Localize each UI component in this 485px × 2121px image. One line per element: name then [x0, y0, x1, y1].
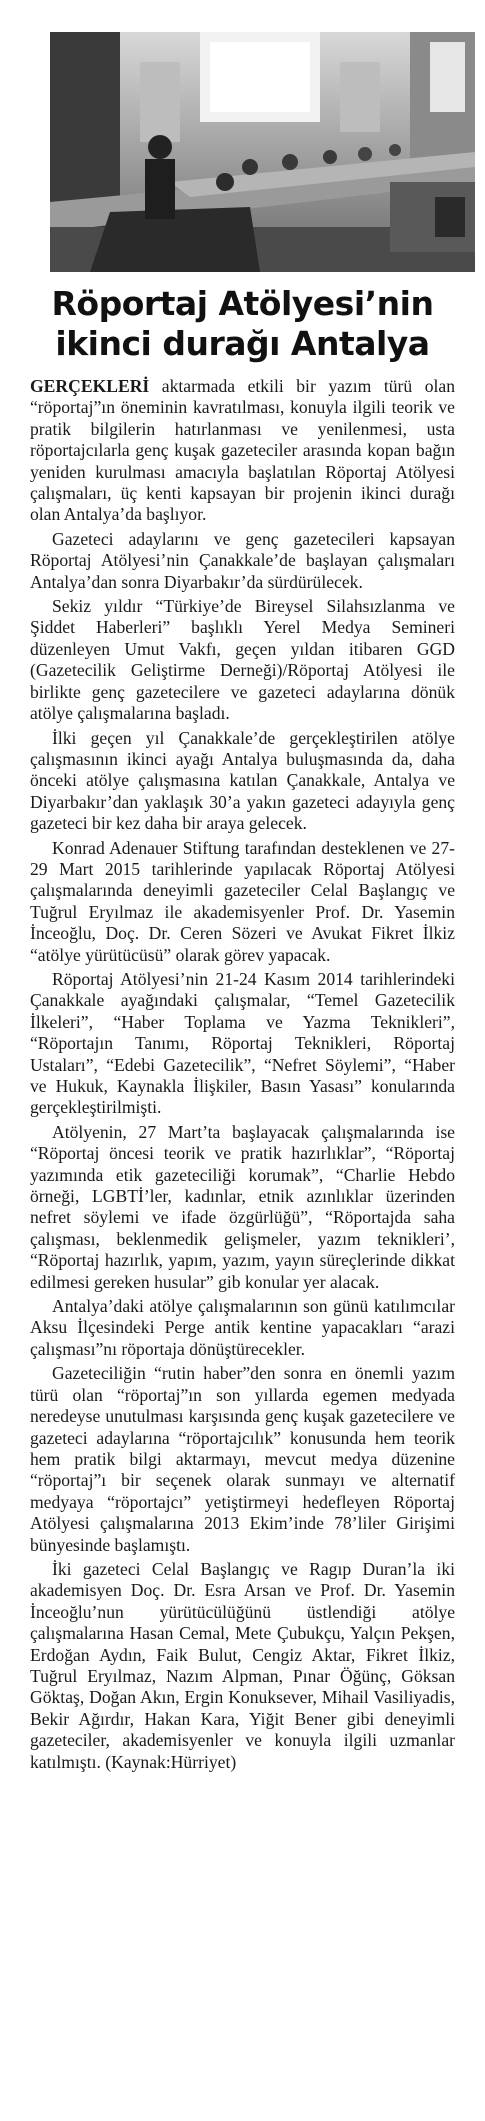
article-paragraph: Sekiz yıldır “Türkiye’de Bireysel Silahsızlanma ve Şiddet Haberleri” başlıklı Yerel Medya Semineri düzenleyen Umut Vakfı, geçen yıldan itibaren GGD (Gazetecilik Geliştirme Derneği)/Röportaj Atölyesi ile birlikte genç gazetecilere ve gazeteci adaylarına dönük atölye çalışmalarına başladı.: [30, 596, 455, 724]
article-paragraph: Konrad Adenauer Stiftung tarafından desteklenen ve 27-29 Mart 2015 tarihlerinde yapılacak Röportaj Atölyesi çalışmalarında deneyimli gazeteciler Celal Başlangıç ve Tuğrul Eryılmaz ile akademisyenler Prof. Dr. Yasemin İnceoğlu, Doç. Dr. Ceren Sözeri ve Avukat Fikret İlkiz “atölye yürütücüsü” olarak görev yapacak.: [30, 837, 455, 965]
article-paragraph: İlki geçen yıl Çanakkale’de gerçekleştirilen atölye çalışmasının ikinci ayağı Antalya buluşmasında da, daha önceki atölye çalışmasına katılan Çanakkale, Antalya ve Diyarbakır’dan yaklaşık 30’a yakın gazeteci adayıyla genç gazeteci bir kez daha bir araya gelecek.: [30, 727, 455, 834]
lead-word: GERÇEKLERİ: [30, 376, 150, 396]
article-paragraph: Gazeteciliğin “rutin haber”den sonra en önemli yazım türü olan “röportaj”ın son yıllarda egemen medyada neredeyse unutulması karşısında genç kuşak gazetecilere ve gazeteci adaylarına “röportajcılık” konusunda hem teorik hem pratik bilgi aktarmayı, mevcut medya düzenine “röportaj”ı bir seçenek olarak sunmayı ve alternatif medyaya “röportajcı” yetiştirmeyi hedefleyen Röportaj Atölyesi çalışmalarına 2013 Ekim’inde 78’liler Girişimi bünyesinde başlamıştı.: [30, 1363, 455, 1555]
paragraph-text: aktarmada etkili bir yazım türü olan “röportaj”ın öneminin kavratılması, konuyla ilgili teorik ve pratik bilgilerin hatırlanması ve yenilenmesi, usta röportajcılarla genç kuşak gazeteciler arasında kopan bağın yeniden kurulması amacıyla başlatılan Röportaj Atölyesi çalışmaları, üç kenti kapsayan bir projenin ikinci durağı olan Antalya’da başlıyor.: [30, 376, 455, 525]
article-paragraph: İki gazeteci Celal Başlangıç ve Ragıp Duran’la iki akademisyen Doç. Dr. Esra Arsan ve Prof. Dr. Yasemin İnceoğlu’nun yürütücülüğünü üstlendiği atölye çalışmalarına Hasan Cemal, Mete Çubukçu, Yalçın Pekşen, Erdoğan Aydın, Faik Bulut, Cengiz Aktar, Fikret İlkiz, Tuğrul Eryılmaz, Nazım Alpman, Pınar Öğünç, Göksan Göktaş, Doğan Akın, Ergin Konuksever, Mihail Vasiliyadis, Bekir Ağırdır, Hakan Kara, Yiğit Bener gibi deneyimli gazeteciler, akademisyenler ve konuyla ilgili uzmanlar katılmıştı. (Kaynak:Hürriyet): [30, 1558, 455, 1772]
article-body: [30, 376, 455, 1773]
article-paragraph: Antalya’daki atölye çalışmalarının son günü katılımcılar Aksu İlçesindeki Perge antik kentine yapacakları “arazi çalışması”nı röportaja dönüştürecekler.: [30, 1296, 455, 1359]
article-photo: [50, 32, 475, 272]
headline-line-2: ikinci durağı Antalya: [55, 324, 430, 363]
article-paragraph: Gazeteci adaylarını ve genç gazetecileri kapsayan Röportaj Atölyesi’nin Çanakkale’de başlayan çalışmaları Antalya’dan sonra Diyarbakır’da sürdürülecek.: [30, 528, 455, 592]
article-paragraph: Atölyenin, 27 Mart’ta başlayacak çalışmalarında ise “Röportaj öncesi teorik ve pratik hazırlıklar”, “Röportaj yazımında etik gazeteciliği korumak”, “Charlie Hebdo örneği, LGBTİ’ler, kadınlar, etnik azınlıklar üzerinden nefret söylemi ve ifade özgürlüğü”, “Röportajda saha çalışması, beklenmedik gelişmeler, yazım teknikleri’, “Röportaj hazırlık, yapım, yazım, yayın süreçlerinde dikkat edilmesi gereken husular” gib konular yer alacak.: [30, 1121, 455, 1292]
article-paragraph-lead: [30, 376, 455, 526]
headline-line-1: Röportaj Atölyesi’nin: [51, 284, 434, 323]
article-paragraph: Röportaj Atölyesi’nin 21-24 Kasım 2014 tarihlerindeki Çanakkale ayağındaki çalışmalar, “Temel Gazetecilik İlkeleri”, “Haber Toplama ve Yazma Teknikleri”, “Röportajın Tanımı, Röportaj Teknikleri, Röportaj Ustaları”, “Edebi Gazetecilik”, “Nefret Söylemi”, “Haber ve Hukuk, Kaynakla İlişkiler, Basın Yasası” konularında gerçekleştirilmişti.: [30, 968, 455, 1118]
article-headline: [30, 284, 455, 364]
workshop-photo-illustration: [50, 32, 475, 272]
